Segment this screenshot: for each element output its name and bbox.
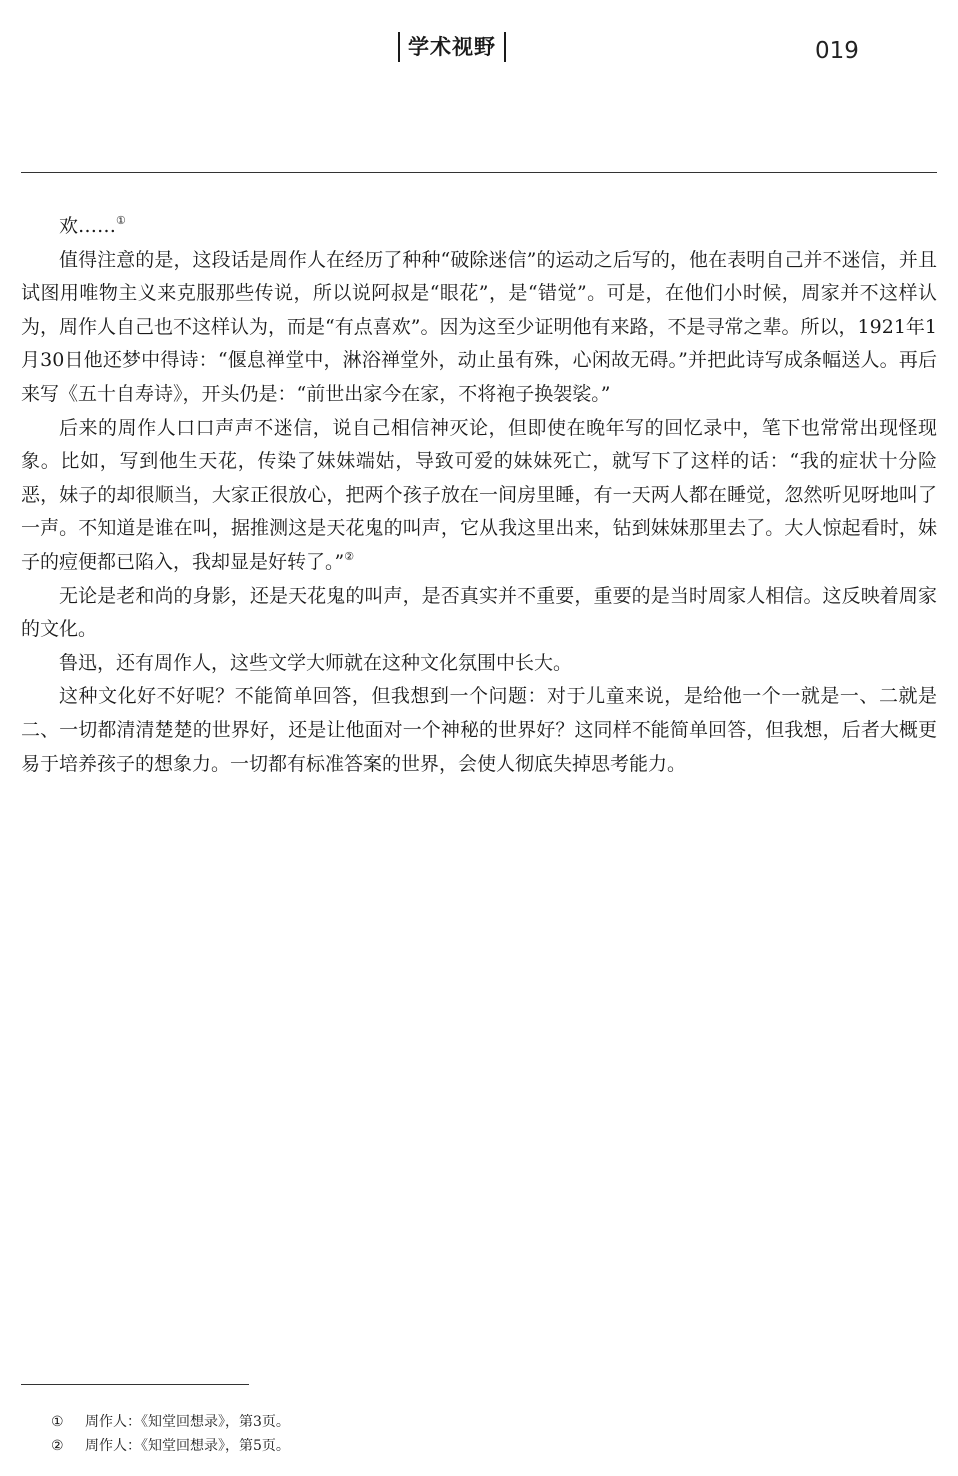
footnote-ref-1: ①	[116, 214, 126, 227]
footnote-divider	[21, 1384, 249, 1385]
footnote-mark: ②	[51, 1438, 64, 1454]
page-header	[0, 28, 958, 68]
footnote-mark: ①	[51, 1414, 64, 1430]
paragraph: 无论是老和尚的身影，还是天花鬼的叫声，是否真实并不重要，重要的是当时周家人相信。这反映着周家的文化。	[21, 584, 937, 641]
footnote	[51, 1410, 931, 1434]
page-number: 019	[815, 38, 859, 64]
paragraph: 鲁迅，还有周作人，这些文学大师就在这种文化氛围中长大。	[59, 651, 573, 674]
section-label: 学术视野	[398, 32, 506, 62]
footnote-text: 周作人：《知堂回想录》，第5页。	[85, 1438, 290, 1454]
header-divider	[21, 172, 937, 173]
footnote-text: 周作人：《知堂回想录》，第3页。	[85, 1414, 290, 1430]
footnote	[51, 1434, 931, 1458]
paragraph: 值得注意的是，这段话是周作人在经历了种种“破除迷信”的运动之后写的，他在表明自己并不迷信，并且试图用唯物主义来克服那些传说，所以说阿叔是“眼花”，是“错觉”。可是，在他们小时候，周家并不这样认为，周作人自己也不这样认为，而是“有点喜欢”。因为这至少证明他有来路，不是寻常之辈。所以，1921年1月30日他还梦中得诗：“偃息禅堂中，淋浴禅堂外，动止虽有殊，心闲故无碍。”并把此诗写成条幅送人。再后来写《五十自寿诗》，开头仍是：“前世出家今在家，不将袍子换袈裟。”	[21, 248, 937, 405]
paragraph: 这种文化好不好呢？不能简单回答，但我想到一个问题：对于儿童来说，是给他一个一就是一、二就是二、一切都清清楚楚的世界好，还是让他面对一个神秘的世界好？这同样不能简单回答，但我想，后者大概更易于培养孩子的想象力。一切都有标准答案的世界，会使人彻底失掉思考能力。	[21, 685, 937, 775]
paragraph-continuation: 欢……①	[59, 214, 126, 237]
paragraph: 后来的周作人口口声声不迷信，说自己相信神灭论，但即使在晚年写的回忆录中，笔下也常常出现怪现象。比如，写到他生天花，传染了妹妹端姑，导致可爱的妹妹死亡，就写下了这样的话：“我的症状十分险恶，妹子的却很顺当，大家正很放心，把两个孩子放在一间房里睡，有一天两人都在睡觉，忽然听见呀地叫了一声。不知道是谁在叫，据推测这是天花鬼的叫声，它从我这里出来，钻到妹妹那里去了。大人惊起看时，妹子的痘便都已陷入，我却显是好转了。”②	[21, 416, 937, 573]
body-text	[21, 210, 937, 781]
footnotes	[51, 1410, 931, 1458]
footnote-ref-2: ②	[344, 549, 355, 563]
